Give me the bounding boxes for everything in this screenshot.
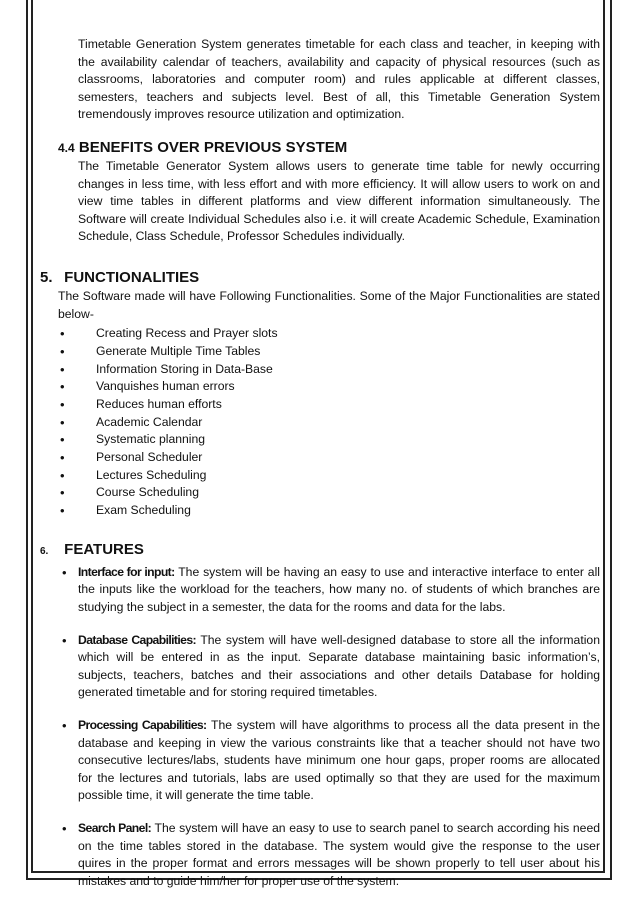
list-item: • Systematic planning xyxy=(58,431,600,449)
list-item: • Reduces human efforts xyxy=(58,396,600,414)
list-item: • Vanquishes human errors xyxy=(58,378,600,396)
features-list xyxy=(40,564,600,891)
feature-item xyxy=(40,632,600,702)
section-title: BENEFITS OVER PREVIOUS SYSTEM xyxy=(78,138,348,156)
feature-label: Processing Capabilities: xyxy=(78,718,207,733)
feature-label: Search Panel: xyxy=(78,820,152,835)
list-item: • Lectures Scheduling xyxy=(58,467,600,485)
section-number: 5. xyxy=(40,268,53,286)
document-body xyxy=(40,36,600,905)
functionalities-list xyxy=(40,325,600,520)
feature-item xyxy=(40,717,600,805)
feature-item xyxy=(40,564,600,617)
feature-text: The system will have well-designed database to store all the information which will be entered in as the input. Separate database maintaining basic information’s, subjects, teachers, batches and their associations and other details Database for holding generated timetable and for storing required timetables. xyxy=(78,632,600,700)
list-item: • Information Storing in Data-Base xyxy=(58,361,600,379)
section-5-heading xyxy=(40,268,600,288)
section-4-4-heading xyxy=(58,138,600,158)
intro-paragraph: Timetable Generation System generates timetable for each class and teacher, in keeping with the availability calendar of teachers, availability and capacity of physical resources (such as classrooms, laboratories and computer room) and rules applicable at different classes, semesters, teachers and subjects level. Best of all, this Timetable Generation System tremendously improves resource utilization and optimization. xyxy=(78,37,600,122)
list-item: • Creating Recess and Prayer slots xyxy=(58,325,600,343)
feature-label: Interface for input: xyxy=(78,564,175,579)
section-title: FEATURES xyxy=(64,540,144,558)
list-item: • Generate Multiple Time Tables xyxy=(58,343,600,361)
section-5-intro: The Software made will have Following Functionalities. Some of the Major Functionalities are stated below- xyxy=(58,288,600,321)
feature-text: The system will be having an easy to use and interactive interface to enter all the inputs like the workload for the teachers, how many no. of students of which branches are studying the subject in a semester, the data for the rooms and data for the labs. xyxy=(78,564,600,615)
list-item: • Personal Scheduler xyxy=(58,449,600,467)
section-6-heading xyxy=(40,540,600,562)
feature-text: The system will have an easy to use to search panel to search according his need on the time tables stored in the database. The system would give the response to the user quires in the proper format and errors messages will be shown properly to tell user about his mistakes and to guide him/her for proper use of the system. xyxy=(78,820,601,888)
feature-label: Database Capabilities: xyxy=(78,632,196,647)
section-number: 6. xyxy=(40,545,49,557)
feature-item xyxy=(40,820,600,890)
section-number: 4.4 xyxy=(58,140,75,155)
list-item: • Exam Scheduling xyxy=(58,502,600,520)
section-4-4-body: The Timetable Generator System allows users to generate time table for newly occurring changes in less time, with less effort and with more efficiency. It will allow users to work on and view time tables in different platforms and view different information simultaneously. The Software will create Individual Schedules also i.e. it will create Academic Schedule, Examination Schedule, Class Schedule, Professor Schedules individually. xyxy=(78,158,600,244)
section-title: FUNCTIONALITIES xyxy=(64,268,200,286)
list-item: • Academic Calendar xyxy=(58,414,600,432)
list-item: • Course Scheduling xyxy=(58,484,600,502)
feature-text: The system will have algorithms to process all the data present in the database and keeping in view the various constraints like that a teacher should not have two consecutive lectures/labs, students have minimum one hour gaps, proper rooms are allocated for the lectures and tutorials, labs are used optimally so that they are used for the maximum possible time, it will generate the time table. xyxy=(78,718,601,803)
